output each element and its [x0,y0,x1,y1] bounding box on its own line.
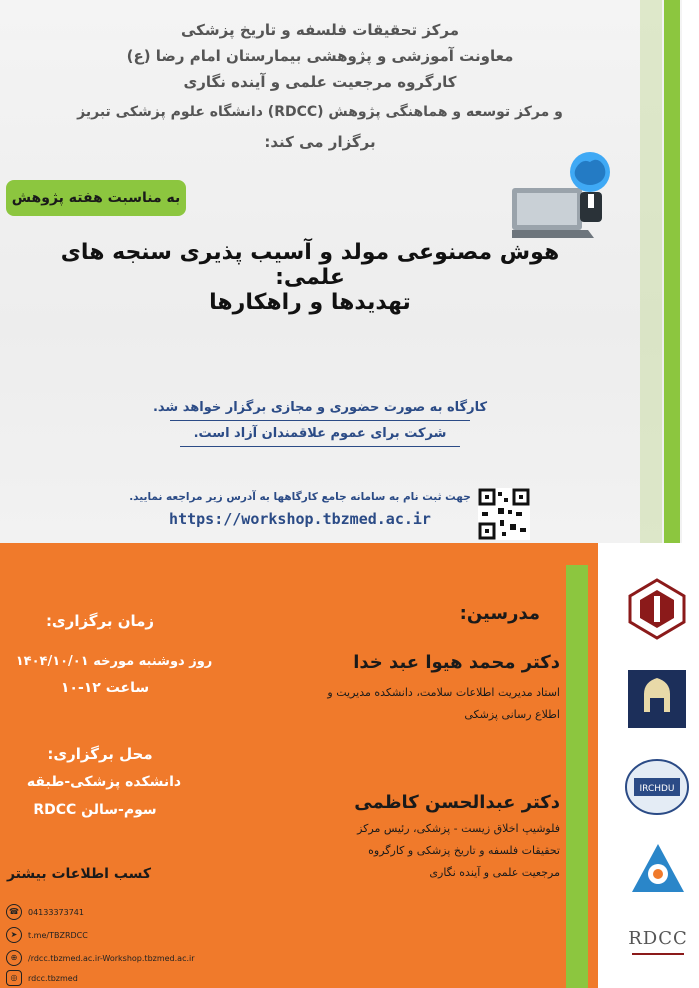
header-line-3: کارگروه مرجعیت علمی و آینده نگاری [183,73,457,91]
instructor-1-desc-1: استاد مدیریت اطلاعات سلامت، دانشکده مدیریت و [327,686,560,699]
contact-instagram: rdcc.tbzmed [28,973,78,983]
format-note-line-1: کارگاه به صورت حضوری و مجازی برگزار خواهد شد. [152,400,488,415]
venue-line-2: سوم-سالن RDCC [33,802,157,818]
title-line-2: تهدیدها و راهکارها [209,290,411,315]
phone-icon: ☎ [6,904,22,920]
header-line-5: برگزار می کند: [264,133,376,151]
note-underline-2 [180,446,460,447]
header-line-1: مرکز تحقیقات فلسفه و تاریخ پزشکی [180,21,460,39]
header-line-4: و مرکز توسعه و هماهنگی پژوهش (RDCC) دانشگاه علوم پزشکی تبریز [77,104,563,120]
rdcc-logo-text: RDCC [628,928,688,949]
registration-url[interactable]: https://workshop.tbzmed.ac.ir [169,510,431,528]
bottom-orange-panel [0,543,699,988]
instructor-1-name: دکتر محمد هیوا عبد خدا [353,652,560,673]
hospital-logo [626,668,688,730]
schedule-heading: زمان برگزاری: [45,612,155,630]
qr-code-icon[interactable] [478,488,530,540]
title-line-1: هوش مصنوعی مولد و آسیب پذیری سنجه های علمی: [60,240,560,290]
svg-text:IRCHDU: IRCHDU [639,784,675,794]
note-underline-1 [170,420,470,421]
schedule-date: روز دوشنبه مورخه ۱۴۰۴/۱۰/۰۱ [15,654,213,669]
contact-heading: کسب اطلاعات بیشتر [6,866,152,882]
schedule-time: ساعت ۱۲-۱۰ [60,680,150,696]
contact-phone-row[interactable] [6,902,84,922]
registration-note: جهت ثبت نام به سامانه جامع کارگاهها به آدرس زیر مراجعه نمایید. [129,491,471,503]
light-stripe-top [640,0,662,543]
ai-laptop-illustration [512,148,622,240]
instructor-2-name: دکتر عبدالحسن کاظمی [354,792,560,813]
instructor-2-desc-2: تحقیقات فلسفه و تاریخ پزشکی و کارگروه [368,844,560,857]
venue-heading: محل برگزاری: [47,745,153,763]
contact-websites: /rdcc.tbzmed.ac.ir-Workshop.tbzmed.ac.ir [28,953,195,963]
venue-line-1: دانشکده پزشکی-طبقه [26,774,182,790]
format-note-line-2: شرکت برای عموم علاقمندان آزاد است. [193,426,447,441]
white-stripe-top [682,0,699,543]
instructor-1-desc-2: اطلاع رسانی پزشکی [464,708,560,721]
contact-website-row[interactable] [6,948,195,968]
white-stripe-bottom [598,543,614,988]
contact-phone: 04133373741 [28,907,84,917]
green-stripe-bottom [566,565,588,988]
contact-instagram-row[interactable] [6,968,78,988]
rdcc-logo [626,928,690,978]
instructor-2-desc-1: فلوشیپ اخلاق زیست - پزشکی، رئیس مرکز [357,822,560,835]
instructor-2-desc-3: مرجعیت علمی و آینده نگاری [429,866,560,879]
contact-telegram-row[interactable] [6,925,88,945]
header-line-2: معاونت آموزشی و پژوهشی بیمارستان امام رضا (ع) [126,47,514,65]
rdcc-logo-rule [632,953,684,955]
instagram-icon: ◎ [6,970,22,986]
philosophy-center-logo [628,838,688,898]
research-center-logo [624,758,690,816]
instructors-heading: مدرسین: [459,603,540,624]
contact-telegram: t.me/TBZRDCC [28,930,88,940]
green-stripe-top [664,0,680,543]
university-logo [626,578,688,640]
telegram-icon: ➤ [6,927,22,943]
globe-icon: ⊕ [6,950,22,966]
research-week-badge: به مناسبت هفته پژوهش [6,180,186,216]
